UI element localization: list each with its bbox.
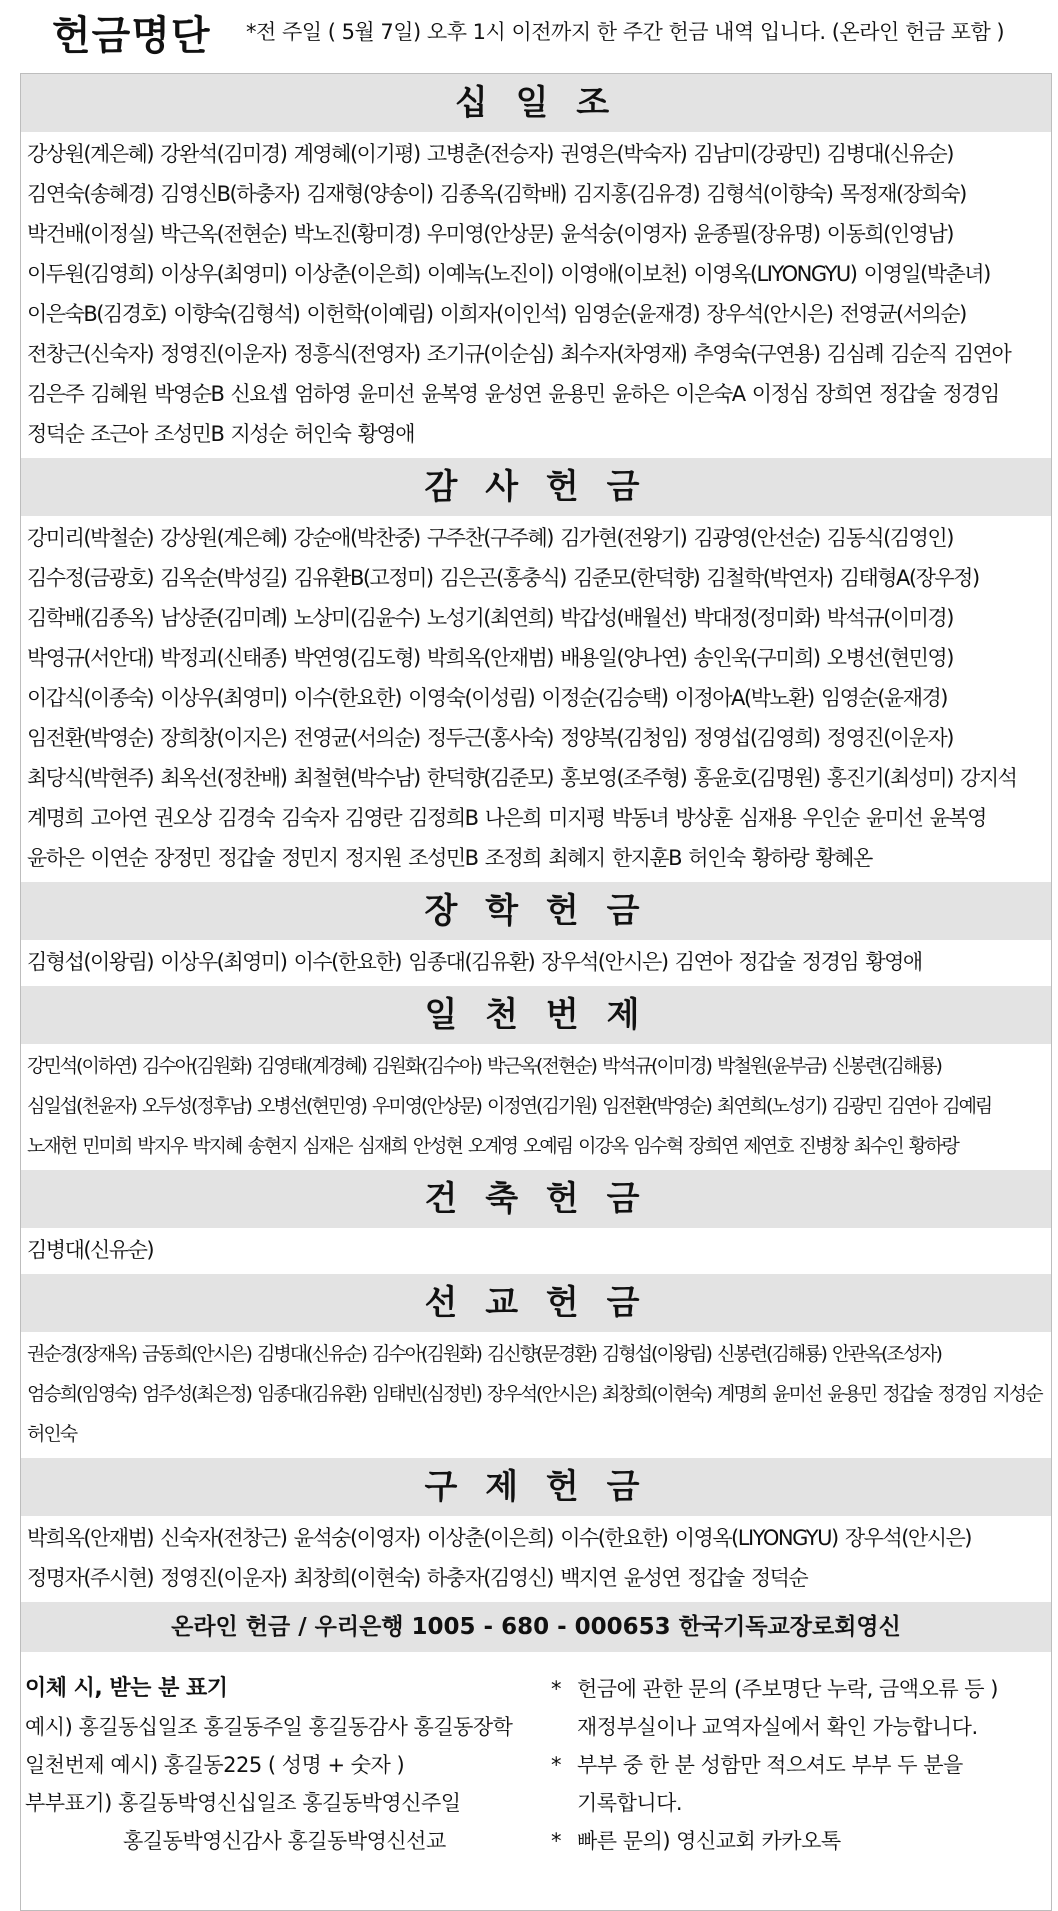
donor-name: 안관옥(조성자) [832, 1343, 941, 1365]
donor-name: 조정희 [484, 846, 542, 870]
transfer-line: 부부표기) 홍길동박영신십일조 홍길동박영신주일 [25, 1791, 461, 1815]
donor-name: 오병선(현민영) [826, 646, 953, 670]
donor-name: 김형섭(이왕림) [27, 950, 154, 974]
donor-name: 윤성연 [484, 382, 542, 406]
donor-name: 배용일(양나연) [560, 646, 687, 670]
donor-name: 김태형A(장우정) [839, 566, 979, 590]
donor-name: 방상훈 [675, 806, 732, 830]
donor-name: 임태빈(심정빈) [372, 1383, 481, 1405]
donor-name: 김종옥(김학배) [439, 182, 566, 206]
section-title: 십 일 조 [21, 74, 1051, 132]
transfer-line: 예시) 홍길동십일조 홍길동주일 홍길동감사 홍길동장학 [25, 1715, 513, 1739]
donor-name: 김연아 [674, 950, 732, 974]
donor-name: 윤하은 [27, 846, 84, 870]
inquiry-notes [551, 1670, 1031, 1860]
donor-name: 장희창(이지은) [160, 726, 287, 750]
donor-name: 김광영(안선순) [693, 526, 820, 550]
donor-name: 오계영 [467, 1135, 517, 1157]
donor-name: 정영진(이운자) [160, 342, 287, 366]
section-title: 장 학 헌 금 [21, 882, 1051, 940]
donor-name: 우미영(안상문) [426, 222, 553, 246]
donor-name: 남상준(김미례) [160, 606, 287, 630]
donor-name: 이동희(인영남) [826, 222, 953, 246]
donor-name: 김은곤(홍충식) [439, 566, 566, 590]
section-title: 일 천 번 제 [21, 986, 1051, 1044]
donor-name: 윤용민 [548, 382, 605, 406]
donor-name: 신숙자(전창근) [160, 1526, 287, 1550]
donor-name: 김형석(이향숙) [706, 182, 833, 206]
donor-name: 노재헌 [27, 1135, 77, 1157]
donor-name: 박석규(이미경) [826, 606, 953, 630]
donor-name: 황영애 [357, 422, 414, 446]
asterisk-icon: * [551, 1753, 561, 1777]
donor-name: 임영순(윤재경) [573, 302, 700, 326]
donor-name: 이은숙B(김경호) [27, 302, 167, 326]
donor-name: 전영균(서의순) [293, 726, 420, 750]
asterisk-icon: * [551, 1677, 561, 1701]
donor-name: 김예림 [942, 1095, 992, 1117]
donor-name: 정민지 [281, 846, 338, 870]
donor-name: 정영섭(김영희) [693, 726, 820, 750]
section-title: 구 제 헌 금 [21, 1458, 1051, 1516]
donor-name: 김형섭(이왕림) [602, 1343, 711, 1365]
donor-name: 구주찬(구주혜) [426, 526, 553, 550]
donor-name: 이상우(최영미) [160, 686, 287, 710]
donor-name: 김연아 [887, 1095, 937, 1117]
donor-name: 이은숙A [675, 382, 745, 406]
donor-name: 강완석(김미경) [160, 142, 287, 166]
note-line: 빠른 문의) 영신교회 카카오톡 [577, 1829, 841, 1853]
donor-name: 박동녀 [611, 806, 669, 830]
transfer-guide [25, 1670, 545, 1860]
donor-name: 윤복영 [421, 382, 478, 406]
donor-name: 김학배(김종옥) [27, 606, 154, 630]
donor-name: 황영애 [865, 950, 922, 974]
donor-name: 김동식(김영인) [826, 526, 953, 550]
page-header [0, 0, 1058, 72]
donor-name: 고병춘(전승자) [426, 142, 553, 166]
donor-name: 심재희 [357, 1135, 407, 1157]
donor-name: 김수정(금광호) [27, 566, 154, 590]
donor-name: 황하랑 [908, 1135, 958, 1157]
donor-name: 김수아(김원화) [142, 1055, 251, 1077]
donor-name: 조기규(이순심) [426, 342, 553, 366]
donor-name: 김재형(양송이) [306, 182, 433, 206]
donor-name: 오예림 [522, 1135, 573, 1157]
header-note: *전 주일 ( 5월 7일) 오후 1시 이전까지 한 주간 헌금 내역 입니다. (온라인 헌금 포함 ) [246, 20, 1005, 44]
asterisk-icon: * [551, 1829, 561, 1853]
donor-name: 장정민 [154, 846, 211, 870]
note-line: 부부 중 한 분 성함만 적으셔도 부부 두 분을 [577, 1753, 963, 1777]
donor-name: 임전환(박영순) [602, 1095, 711, 1117]
donor-name: 김병대(신유순) [257, 1343, 366, 1365]
section-names [21, 1332, 1051, 1458]
donor-name: 김영신B(하충자) [160, 182, 300, 206]
note-item [551, 1670, 1031, 1746]
donor-name: 윤하은 [611, 382, 669, 406]
donor-name: 박근옥(전현순) [160, 222, 287, 246]
note-item [551, 1822, 1031, 1860]
donor-name: 제연호 [743, 1135, 793, 1157]
donor-name: 한덕향(김준모) [426, 766, 553, 790]
donor-name: 정덕순 [27, 422, 84, 446]
donor-name: 최연희(노성기) [717, 1095, 826, 1117]
donor-name: 김연아 [953, 342, 1011, 366]
donor-name: 권순경(장재옥) [27, 1343, 136, 1365]
donor-name: 강민석(이하연) [27, 1055, 136, 1077]
donor-name: 김영란 [344, 806, 402, 830]
donor-name: 윤용민 [827, 1383, 877, 1405]
donor-name: 진병창 [798, 1135, 848, 1157]
donor-name: 정갑술 [217, 846, 274, 870]
donor-name: 박정괴(신태종) [160, 646, 287, 670]
donor-name: 이두원(김영희) [27, 262, 154, 286]
donor-name: 최창희(이현숙) [602, 1383, 711, 1405]
donor-name: 박노진(황미경) [293, 222, 420, 246]
donor-name: 이영일(박춘녀) [863, 262, 990, 286]
donor-name: 우미영(안상문) [372, 1095, 481, 1117]
donor-name: 박지우 [137, 1135, 187, 1157]
donor-name: 계명희 [27, 806, 84, 830]
donor-name: 김유환B(고정미) [293, 566, 433, 590]
donor-name: 임종대(김유환) [408, 950, 535, 974]
donor-name: 심재용 [738, 806, 796, 830]
donor-name: 김철학(박연자) [706, 566, 833, 590]
donor-name: 홍진기(최성미) [826, 766, 953, 790]
sections-container [21, 74, 1051, 1602]
donor-name: 송현지 [247, 1135, 297, 1157]
donor-name: 안성현 [412, 1135, 462, 1157]
page-title: 헌금명단 [52, 12, 211, 59]
donor-name: 윤석숭(이영자) [293, 1526, 420, 1550]
donor-name: 이상춘(이은희) [293, 262, 420, 286]
donor-name: 이수(한요한) [293, 686, 401, 710]
donor-name: 김경숙 [217, 806, 274, 830]
note-item [551, 1746, 1031, 1822]
donor-name: 조근아 [90, 422, 147, 446]
donor-name: 홍윤호(김명원) [693, 766, 820, 790]
donor-name: 이헌학(이예림) [306, 302, 433, 326]
donor-name: 홍보영(조주형) [560, 766, 687, 790]
section-names [21, 1516, 1051, 1602]
donor-name: 김신향(문경환) [487, 1343, 596, 1365]
donor-name: 장희연 [815, 382, 872, 406]
donor-name: 민미희 [82, 1135, 132, 1157]
donor-name: 정양복(김청임) [560, 726, 687, 750]
donor-name: 미지평 [548, 806, 605, 830]
donor-name: 이희자(이인석) [439, 302, 566, 326]
donor-name: 김원화(김수아) [372, 1055, 481, 1077]
donor-name: 목정재(장희숙) [839, 182, 966, 206]
donor-name: 최수자(차영재) [560, 342, 687, 366]
donor-name: 김숙자 [281, 806, 338, 830]
donor-name: 정경임 [801, 950, 859, 974]
note-line: 기록합니다. [577, 1791, 683, 1815]
offering-board [20, 73, 1052, 1911]
donor-name: 김지홍(김유경) [573, 182, 700, 206]
donor-name: 강지석 [960, 766, 1017, 790]
donor-name: 금동희(안시은) [142, 1343, 251, 1365]
donor-name: 엄주성(최은정) [142, 1383, 251, 1405]
section-title: 건 축 헌 금 [21, 1170, 1051, 1228]
donor-name: 심일섭(천윤자) [27, 1095, 136, 1117]
donor-name: 박근옥(전현순) [487, 1055, 596, 1077]
donor-name: 박지혜 [192, 1135, 242, 1157]
donor-name: 이연순 [90, 846, 147, 870]
donor-name: 심재은 [302, 1135, 352, 1157]
donor-name: 윤미선 [866, 806, 923, 830]
donor-name: 조성민B [154, 422, 224, 446]
donor-name: 계명희 [717, 1383, 767, 1405]
donor-name: 임영순(윤재경) [820, 686, 947, 710]
donor-name: 추영숙(구연용) [693, 342, 820, 366]
donor-name: 정갑술 [738, 950, 795, 974]
donor-name: 이정아A(박노환) [674, 686, 814, 710]
donor-name: 백지연 [560, 1566, 617, 1590]
donor-name: 이강옥 [578, 1135, 628, 1157]
donor-name: 김영태(계경혜) [257, 1055, 366, 1077]
donor-name: 신요셉 [230, 382, 287, 406]
donor-name: 지성순 [230, 422, 287, 446]
donor-name: 신봉련(김해룡) [717, 1343, 826, 1365]
donor-name: 임종대(김유환) [257, 1383, 366, 1405]
donor-name: 정두근(홍사숙) [426, 726, 553, 750]
donor-name: 장희연 [688, 1135, 738, 1157]
section-names [21, 132, 1051, 458]
donor-name: 김심례 [826, 342, 884, 366]
donor-name: 송인욱(구미희) [693, 646, 820, 670]
donor-name: 최철현(박수남) [293, 766, 420, 790]
donor-name: 정덕순 [750, 1566, 808, 1590]
donor-name: 엄하영 [294, 382, 351, 406]
donor-name: 김순직 [890, 342, 947, 366]
donor-name: 한지훈B [611, 846, 682, 870]
donor-name: 이향숙(김형석) [173, 302, 300, 326]
donor-name: 정영진(이운자) [826, 726, 953, 750]
donor-name: 우인순 [802, 806, 859, 830]
transfer-heading: 이체 시, 받는 분 표기 [25, 1676, 228, 1701]
note-line: 헌금에 관한 문의 (주보명단 누락, 금액오류 등 ) [577, 1677, 998, 1701]
donor-name: 장우석(안시은) [844, 1526, 971, 1550]
donor-name: 정경임 [937, 1383, 987, 1405]
donor-name: 이예녹(노진이) [426, 262, 553, 286]
donor-name: 윤복영 [929, 806, 986, 830]
donor-name: 박석규(이미경) [602, 1055, 711, 1077]
donor-name: 이상우(최영미) [160, 950, 287, 974]
donor-name: 윤종필(장유명) [693, 222, 820, 246]
donor-name: 윤성연 [623, 1566, 681, 1590]
donor-name: 김광민 [832, 1095, 882, 1117]
note-line: 재정부실이나 교역자실에서 확인 가능합니다. [577, 1715, 978, 1739]
donor-name: 나은희 [484, 806, 542, 830]
donor-name: 이수(한요한) [560, 1526, 668, 1550]
donor-name: 김병대(신유순) [27, 1238, 154, 1262]
donor-name: 김병대(신유순) [826, 142, 953, 166]
donor-name: 김남미(강광민) [693, 142, 820, 166]
donor-name: 허인숙 [294, 422, 351, 446]
donor-name: 오병선(현민영) [257, 1095, 366, 1117]
donor-name: 강미리(박철순) [27, 526, 154, 550]
section-names [21, 1228, 1051, 1274]
donor-name: 황혜온 [815, 846, 872, 870]
section-names [21, 940, 1051, 986]
donor-name: 박건배(이정실) [27, 222, 154, 246]
donor-name: 전영균(서의순) [839, 302, 966, 326]
donor-name: 정지원 [344, 846, 402, 870]
donor-name: 이상춘(이은희) [426, 1526, 553, 1550]
donor-name: 이수(한요한) [293, 950, 401, 974]
donor-name: 김준모(한덕향) [573, 566, 700, 590]
donor-name: 정경임 [942, 382, 999, 406]
donor-name: 이갑식(이종숙) [27, 686, 154, 710]
donor-name: 이영옥(LIYONGYU) [674, 1526, 838, 1550]
donor-name: 김수아(김원화) [372, 1343, 481, 1365]
donor-name: 박영순B [154, 382, 224, 406]
donor-name: 정영진(이운자) [160, 1566, 287, 1590]
donor-name: 김혜원 [90, 382, 147, 406]
donor-name: 노상미(김윤수) [293, 606, 420, 630]
donor-name: 조성민B [408, 846, 478, 870]
donor-name: 이상우(최영미) [160, 262, 287, 286]
donor-name: 최창희(이현숙) [293, 1566, 420, 1590]
donor-name: 이영옥(LIYONGYU) [693, 262, 857, 286]
donor-name: 이정심 [751, 382, 809, 406]
donor-name: 지성순 [992, 1383, 1042, 1405]
donor-name: 황하랑 [751, 846, 809, 870]
donor-name: 최혜지 [548, 846, 605, 870]
donor-name: 하충자(김영신) [426, 1566, 553, 1590]
section-names [21, 1044, 1051, 1170]
section-names [21, 516, 1051, 882]
donor-name: 박연영(김도형) [293, 646, 420, 670]
donor-name: 박영규(서안대) [27, 646, 154, 670]
donor-name: 이영애(이보천) [560, 262, 687, 286]
donor-name: 최당식(박현주) [27, 766, 154, 790]
donor-name: 권영은(박숙자) [560, 142, 687, 166]
donor-name: 노성기(최연희) [426, 606, 553, 630]
donor-name: 강상원(계은혜) [160, 526, 287, 550]
donor-name: 김옥순(박성길) [160, 566, 287, 590]
donor-name: 계영혜(이기평) [293, 142, 420, 166]
donor-name: 장우석(안시은) [487, 1383, 596, 1405]
donor-name: 임전환(박영순) [27, 726, 154, 750]
donor-name: 최수인 [853, 1135, 903, 1157]
donor-name: 박철원(윤부금) [717, 1055, 826, 1077]
donor-name: 박갑성(배월선) [560, 606, 687, 630]
donor-name: 박희옥(안재범) [27, 1526, 154, 1550]
donor-name: 정갑술 [882, 1383, 932, 1405]
donor-name: 김가현(전왕기) [560, 526, 687, 550]
donor-name: 장우석(안시은) [541, 950, 668, 974]
donor-name: 허인숙 [27, 1423, 77, 1445]
donor-name: 고아연 [90, 806, 147, 830]
donor-name: 전창근(신숙자) [27, 342, 154, 366]
donor-name: 윤미선 [357, 382, 414, 406]
donor-name: 강상원(계은혜) [27, 142, 154, 166]
donor-name: 장우석(안시은) [706, 302, 833, 326]
donor-name: 신봉련(김해룡) [832, 1055, 941, 1077]
donor-name: 권오상 [154, 806, 211, 830]
donor-name: 이정순(김승택) [541, 686, 668, 710]
donor-name: 정흥식(전영자) [293, 342, 420, 366]
donor-name: 정갑술 [878, 382, 936, 406]
section-title: 선 교 헌 금 [21, 1274, 1051, 1332]
donor-name: 김정희B [408, 806, 478, 830]
donor-name: 오두성(정후남) [142, 1095, 251, 1117]
donor-name: 최옥선(정찬배) [160, 766, 287, 790]
section-title: 감 사 헌 금 [21, 458, 1051, 516]
donor-name: 강순애(박찬중) [293, 526, 420, 550]
online-offering-banner: 온라인 헌금 / 우리은행 1005 - 680 - 000653 한국기독교장로회영신 [21, 1602, 1051, 1652]
donor-name: 윤석숭(이영자) [560, 222, 687, 246]
donor-name: 정갑술 [687, 1566, 744, 1590]
transfer-line: 홍길동박영신감사 홍길동박영신선교 [123, 1829, 446, 1853]
donor-name: 김연숙(송혜경) [27, 182, 154, 206]
info-panel [21, 1652, 1051, 1910]
donor-name: 박희옥(안재범) [426, 646, 553, 670]
transfer-line: 일천번제 예시) 홍길동225 ( 성명 + 숫자 ) [25, 1753, 405, 1777]
donor-name: 엄승희(임영숙) [27, 1383, 136, 1405]
donor-name: 김은주 [27, 382, 84, 406]
donor-name: 이영숙(이성림) [408, 686, 535, 710]
donor-name: 허인숙 [688, 846, 745, 870]
donor-name: 윤미선 [772, 1383, 822, 1405]
donor-name: 임수혁 [633, 1135, 683, 1157]
donor-name: 정명자(주시현) [27, 1566, 154, 1590]
donor-name: 박대정(정미화) [693, 606, 820, 630]
donor-name: 이정연(김기원) [487, 1095, 596, 1117]
